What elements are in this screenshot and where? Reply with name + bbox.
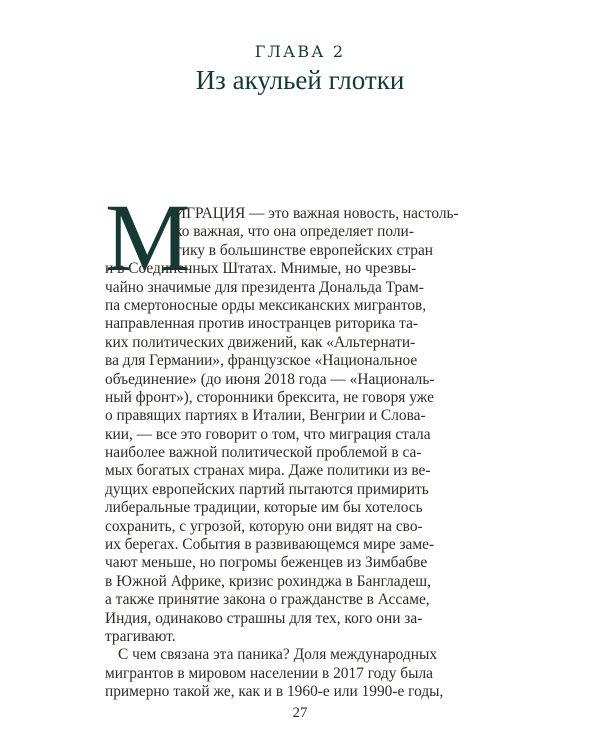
text-line: мых богатых странах мира. Даже политики из ве- bbox=[105, 462, 431, 480]
text-line: их берегах. События в развивающемся мире заме- bbox=[105, 535, 435, 553]
text-line: о правящих партиях в Италии, Венгрии и Слова- bbox=[105, 407, 426, 425]
text-line: объединение» (до июня 2018 года — «Националь- bbox=[105, 370, 435, 388]
text-line: в Южной Африке, кризис рохинджа в Бангладеш, bbox=[105, 572, 431, 590]
text-line: дущих европейских партий пытаются примирить bbox=[105, 480, 429, 498]
text-line: С чем связана эта паника? Доля международных bbox=[118, 646, 438, 664]
text-line: наиболее важной политической проблемой в са- bbox=[105, 444, 422, 461]
text-line: ких политических движений, как «Альтернати- bbox=[105, 333, 416, 351]
chapter-title: Из акульей глотки bbox=[195, 65, 405, 95]
text-line: ИГРАЦИЯ — это важная новость, настоль- bbox=[175, 205, 459, 222]
page-number: 27 bbox=[292, 705, 308, 721]
text-line: па смертоносные орды мексиканских мигрантов, bbox=[105, 296, 427, 314]
text-line: мигрантов в мировом населении в 2017 году была bbox=[105, 664, 433, 682]
chapter-label: ГЛАВА 2 bbox=[254, 42, 346, 61]
text-line: Индия, одинаково страшны для тех, кого они за- bbox=[105, 609, 423, 627]
text-line: и в Соединенных Штатах. Мнимые, но чрезвы- bbox=[105, 260, 417, 278]
text-line: сохранить, с угрозой, которую они видят на сво- bbox=[105, 517, 423, 535]
text-line: ко важная, что она определяет поли- bbox=[175, 223, 414, 241]
text-line: а также принятие закона о гражданстве в Ассаме, bbox=[105, 591, 430, 609]
text-line: трагивают. bbox=[105, 627, 176, 645]
text-line: направленная против иностранцев риторика та- bbox=[105, 315, 419, 333]
text-line: кии, — все это говорит о том, что миграция стала bbox=[105, 425, 431, 443]
text-line: ва для Германии», французское «Национальное bbox=[105, 352, 418, 370]
text-line: ный фронт»), сторонники брексита, не говоря уже bbox=[105, 388, 434, 406]
drop-cap: М bbox=[105, 184, 189, 291]
text-line: чайно значимые для президента Дональда Трам- bbox=[105, 278, 424, 296]
text-line: либеральные традиции, которые им бы хотелось bbox=[105, 499, 423, 517]
text-line: тику в большинстве европейских стран bbox=[175, 241, 434, 259]
text-line: чают меньше, но погромы беженцев из Зимбабве bbox=[105, 554, 428, 572]
text-line: примерно такой же, как и в 1960-е или 1990-е годы, bbox=[105, 683, 444, 700]
